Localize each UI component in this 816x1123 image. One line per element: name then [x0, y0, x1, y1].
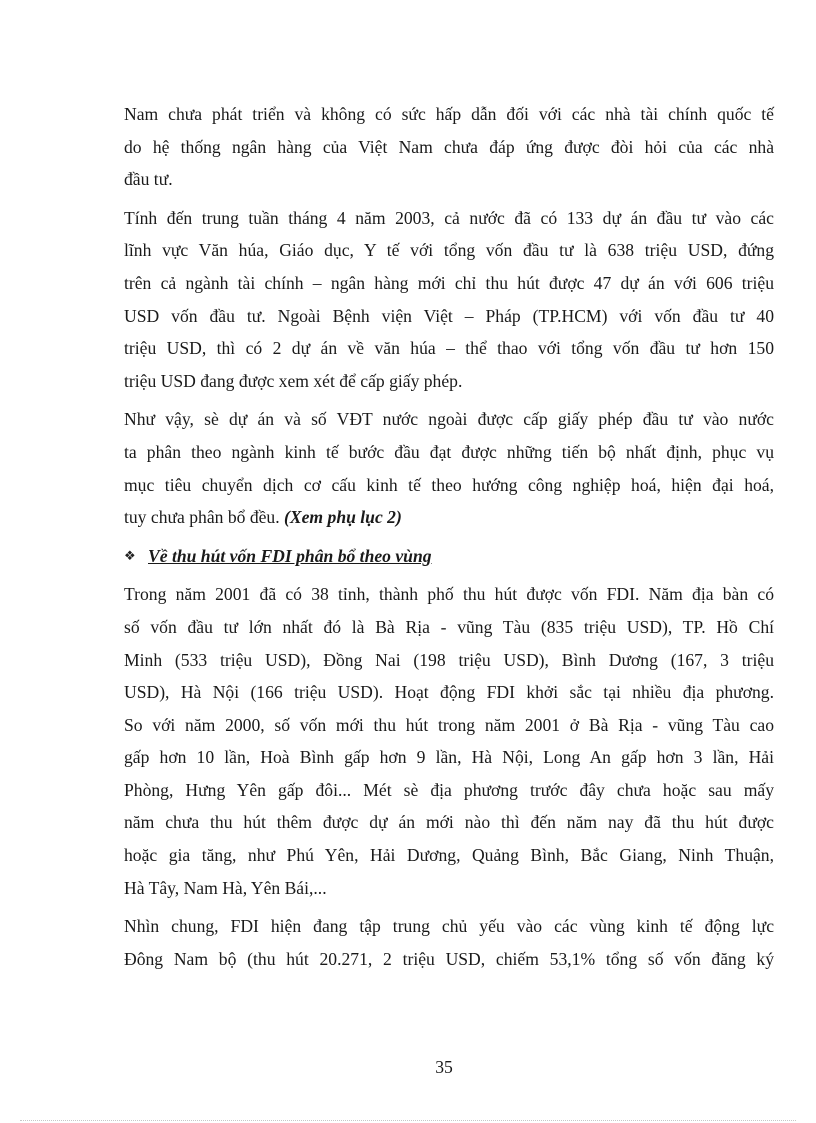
paragraph-4 [124, 578, 774, 904]
text-line: Phòng, Hưng Yên gấp đôi... Mét sè địa phương trước đây chưa hoặc sau mấy [124, 779, 774, 800]
text-line: lĩnh vực Văn húa, Giáo dục, Y tế với tổng vốn đầu tư là 638 triệu USD, đứng [124, 240, 774, 261]
paragraph-3 [124, 403, 774, 533]
text-line: triệu USD đang được xem xét để cấp giấy phép. [124, 370, 463, 391]
text-line: USD), Hà Nội (166 triệu USD). Hoạt động FDI khởi sắc tại nhiều địa phương. [124, 682, 774, 703]
diamond-bullet-icon: ❖ [124, 547, 136, 563]
text-line: số vốn đầu tư lớn nhất đó là Bà Rịa - vũng Tàu (835 triệu USD), TP. Hồ Chí [124, 616, 774, 637]
text-line: trên cả ngành tài chính – ngân hàng mới chỉ thu hút được 47 dự án với 606 triệu [124, 272, 774, 293]
text-line: Tính đến trung tuần tháng 4 năm 2003, cả nước đã có 133 dự án đầu tư vào các [124, 207, 774, 228]
text-line: Trong năm 2001 đã có 38 tỉnh, thành phố thu hút được vốn FDI. Năm địa bàn có [124, 584, 774, 605]
section-heading [124, 540, 774, 573]
text-line: Đông Nam bộ (thu hút 20.271, 2 triệu USD, chiếm 53,1% tổng số vốn đăng ký [124, 948, 774, 969]
text-line: So với năm 2000, số vốn mới thu hút trong năm 2001 ở Bà Rịa - vũng Tàu cao [124, 714, 774, 735]
text-line: Minh (533 triệu USD), Đồng Nai (198 triệu USD), Bình Dương (167, 3 triệu [124, 649, 774, 670]
text-line: gấp hơn 10 lần, Hoà Bình gấp hơn 9 lần, Hà Nội, Long An gấp hơn 3 lần, Hải [124, 747, 774, 768]
text-line: triệu USD, thì có 2 dự án về văn húa – thể thao với tổng vốn đầu tư hơn 150 [124, 338, 774, 359]
text-line: Nhìn chung, FDI hiện đang tập trung chủ yếu vào các vùng kinh tế động lực [124, 916, 774, 937]
section-heading-text: Về thu hút vốn FDI phân bổ theo vùng [148, 545, 432, 566]
document-page [124, 98, 774, 981]
appendix-reference: (Xem phụ lục 2) [284, 507, 402, 528]
text-line: Như vậy, sè dự án và số VĐT nước ngoài được cấp giấy phép đầu tư vào nước [124, 409, 774, 430]
text-line: do hệ thống ngân hàng của Việt Nam chưa đáp ứng được đòi hỏi của các nhà [124, 136, 774, 157]
text-line: ta phân theo ngành kinh tế bước đầu đạt được những tiến bộ nhất định, phục vụ [124, 441, 774, 462]
text-line: đầu tư. [124, 169, 173, 190]
text-line: Nam chưa phát triển và không có sức hấp dẫn đối với các nhà tài chính quốc tế [124, 104, 774, 124]
text-line: mục tiêu chuyển dịch cơ cấu kinh tế theo hướng công nghiệp hoá, hiện đại hoá, [124, 474, 774, 495]
paragraph-1 [124, 98, 774, 196]
page-number: 35 [435, 1057, 453, 1077]
text-line: hoặc gia tăng, như Phú Yên, Hải Dương, Quảng Bình, Bắc Giang, Ninh Thuận, [124, 845, 774, 866]
footer-divider [20, 1120, 796, 1121]
text-line-body: tuy chưa phân bổ đều. [124, 507, 280, 528]
text-line: USD vốn đầu tư. Ngoài Bệnh viện Việt – Pháp (TP.HCM) với vốn đầu tư 40 [124, 305, 774, 326]
text-line: Hà Tây, Nam Hà, Yên Bái,... [124, 877, 327, 898]
text-line: năm chưa thu hút thêm được dự án mới nào thì đến năm nay đã thu hút được [124, 812, 774, 833]
paragraph-2 [124, 202, 774, 398]
paragraph-5 [124, 910, 774, 975]
text-line [124, 501, 774, 534]
